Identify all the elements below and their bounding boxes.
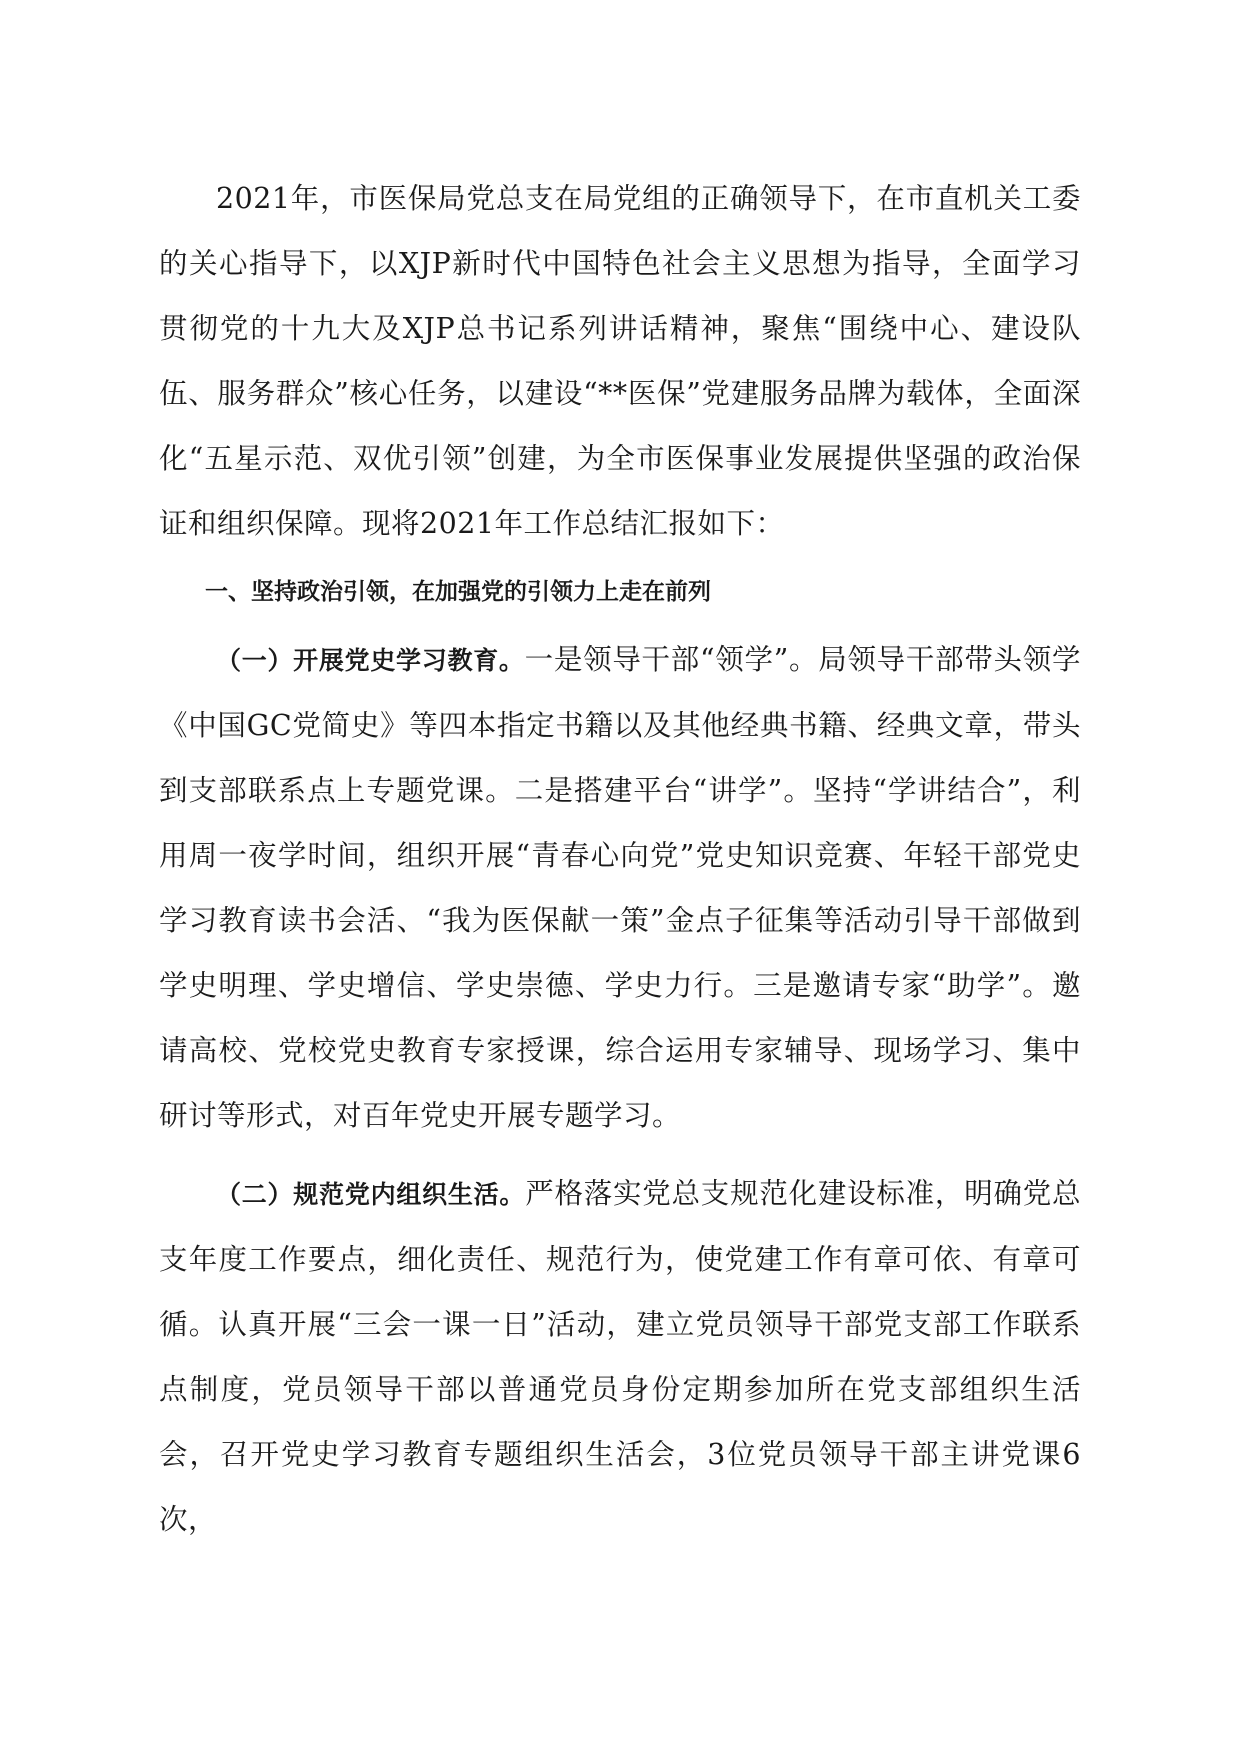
- section-heading-1: 一、坚持政治引领，在加强党的引领力上走在前列: [205, 579, 711, 605]
- subsection-2-body: 严格落实党总支规范化建设标准，明确党总支年度工作要点，细化责任、规范行为，使党建工作有章可依、有章可循。认真开展“三会一课一日”活动，建立党员领导干部党支部工作联系点制度，党员领导干部以普通党员身份定期参加所在党支部组织生活会，召开党史学习教育专题组织生活会，3位党员领导干部主讲党课6次，: [159, 1177, 1081, 1536]
- subsection-1-paragraph: [159, 627, 1081, 1148]
- subsection-2-lead: （二）规范党内组织生活。: [216, 1180, 526, 1209]
- intro-paragraph: 2021年，市医保局党总支在局党组的正确领导下，在市直机关工委的关心指导下，以XJP新时代中国特色社会主义思想为指导，全面学习贯彻党的十九大及XJP总书记系列讲话精神，聚焦“围绕中心、建设队伍、服务群众”核心任务，以建设“**医保”党建服务品牌为载体，全面深化“五星示范、双优引领”创建，为全市医保事业发展提供坚强的政治保证和组织保障。现将2021年工作总结汇报如下：: [159, 182, 1081, 540]
- subsection-1-lead: （一）开展党史学习教育。: [216, 646, 525, 675]
- subsection-2-paragraph: [159, 1161, 1081, 1552]
- subsection-1-body: 一是领导干部“领学”。局领导干部带头领学《中国GC党简史》等四本指定书籍以及其他经典书籍、经典文章，带头到支部联系点上专题党课。二是搭建平台“讲学”。坚持“学讲结合”，利用周一夜学时间，组织开展“青春心向党”党史知识竞赛、年轻干部党史学习教育读书会活、“我为医保献一策”金点子征集等活动引导干部做到学史明理、学史增信、学史崇德、学史力行。三是邀请专家“助学”。邀请高校、党校党史教育专家授课，综合运用专家辅导、现场学习、集中研讨等形式，对百年党史开展专题学习。: [159, 643, 1081, 1132]
